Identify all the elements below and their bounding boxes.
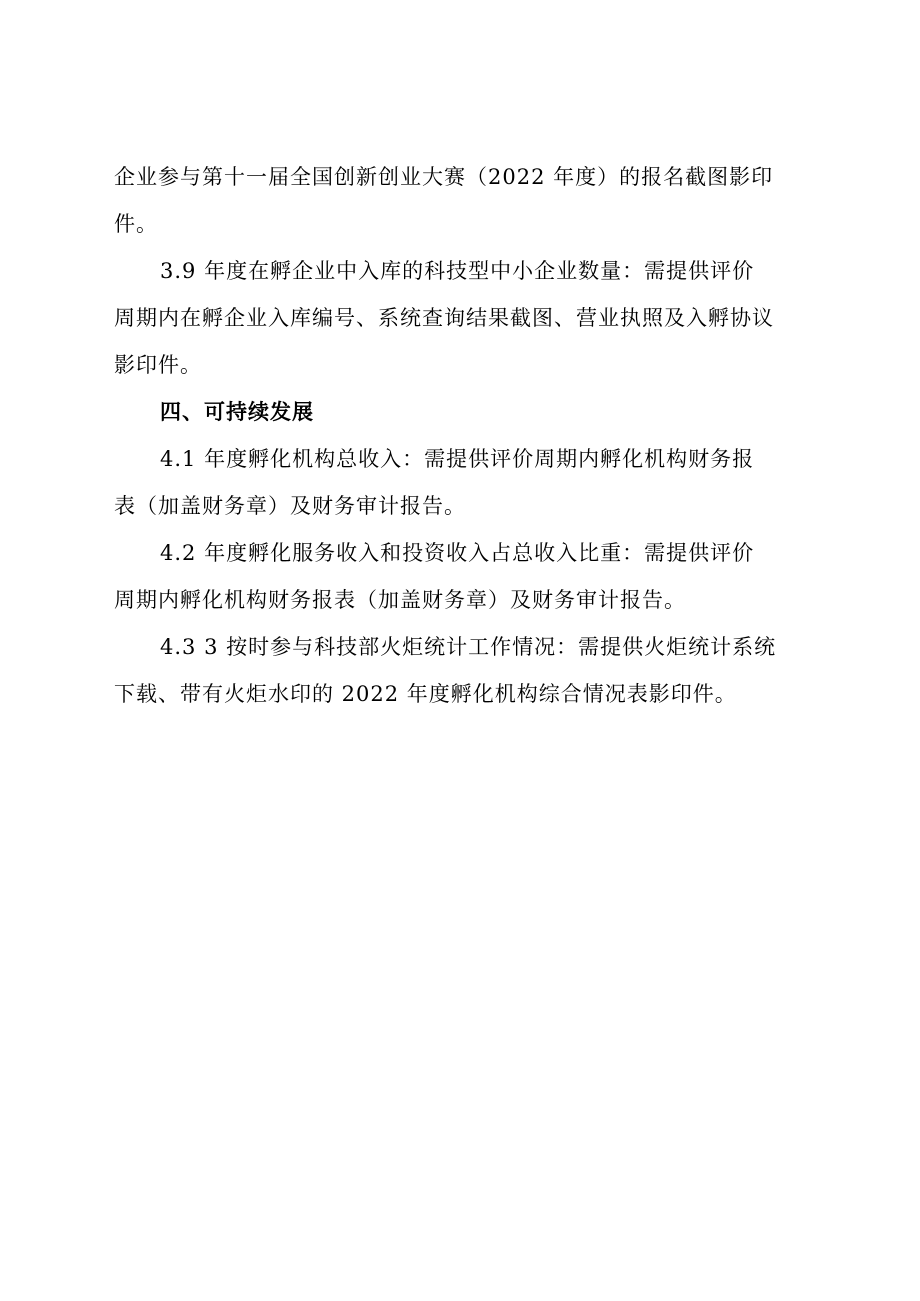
text-line: 企业参与第十一届全国创新创业大赛（2022 年度）的报名截图影印 (114, 165, 774, 189)
text-line: 件。 (114, 212, 158, 236)
section-heading-sustainable-development (114, 389, 804, 436)
paragraph-3-9 (114, 248, 804, 389)
text-line: 4.1 年度孵化机构总收入：需提供评价周期内孵化机构财务报 (160, 447, 755, 471)
text-line: 4.3 3 按时参与科技部火炬统计工作情况：需提供火炬统计系统 (160, 635, 777, 659)
text-line: 3.9 年度在孵企业中入库的科技型中小企业数量：需提供评价 (160, 259, 755, 283)
paragraph-4-2 (114, 530, 804, 624)
text-line: 4.2 年度孵化服务收入和投资收入占总收入比重：需提供评价 (160, 541, 755, 565)
document-body (114, 154, 804, 718)
text-line: 周期内孵化机构财务报表（加盖财务章）及财务审计报告。 (114, 588, 686, 612)
paragraph-4-3 (114, 624, 804, 718)
text-line: 周期内在孵企业入库编号、系统查询结果截图、营业执照及入孵协议 (114, 306, 774, 330)
section-heading: 四、可持续发展 (160, 400, 314, 424)
text-line: 影印件。 (114, 353, 202, 377)
paragraph-competition-screenshot (114, 154, 804, 248)
text-line: 下载、带有火炬水印的 2022 年度孵化机构综合情况表影印件。 (114, 682, 737, 706)
text-line: 表（加盖财务章）及财务审计报告。 (114, 494, 466, 518)
paragraph-4-1 (114, 436, 804, 530)
